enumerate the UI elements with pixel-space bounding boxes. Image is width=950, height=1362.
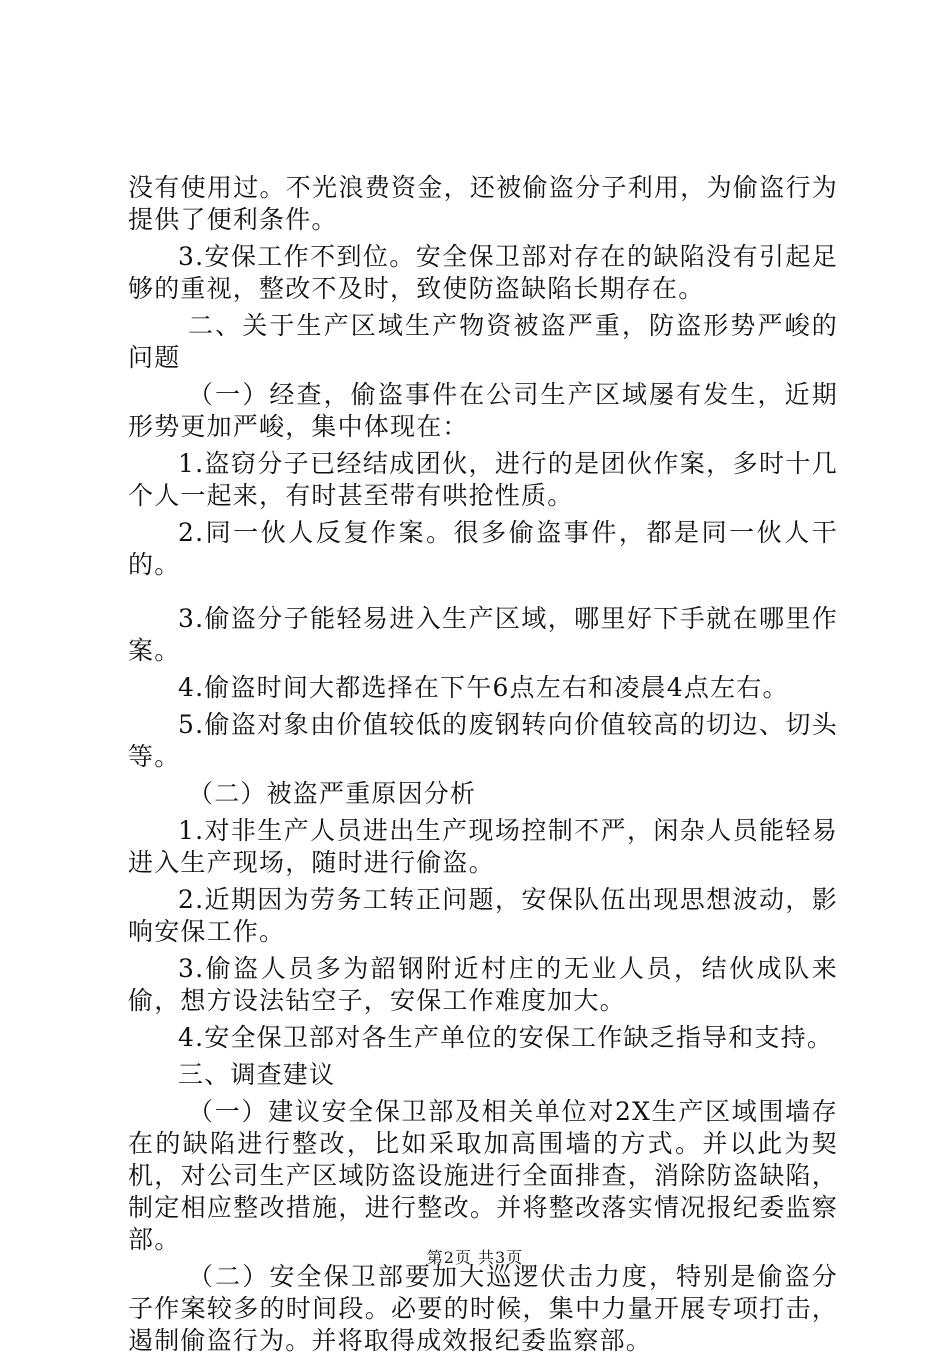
recommendation: （二）安全保卫部要加大巡逻伏击力度，特别是偷盗分子作案较多的时间段。必要的时候，集中力量开展专项打击，遏制偷盗行为。并将取得成效报纪委监察部。	[128, 1262, 838, 1355]
page-footer	[0, 1245, 950, 1268]
list-item: 3.偷盗人员多为韶钢附近村庄的无业人员，结伙成队来偷，想方设法钻空子，安保工作难度加大。	[128, 954, 838, 1015]
page-number: 第2页 共3页	[426, 1248, 524, 1267]
list-item: 1.对非生产人员进出生产现场控制不严，闲杂人员能轻易进入生产现场，随时进行偷盗。	[128, 816, 838, 877]
section-heading: 三、调查建议	[178, 1060, 336, 1089]
list-item: 2.近期因为劳务工转正问题，安保队伍出现思想波动，影响安保工作。	[128, 885, 838, 946]
list-item: 4.安全保卫部对各生产单位的安保工作缺乏指导和支持。	[178, 1023, 834, 1052]
paragraph: 没有使用过。不光浪费资金，还被偷盗分子利用，为偷盗行为提供了便利条件。	[128, 173, 838, 234]
list-item: 1.盗窃分子已经结成团伙，进行的是团伙作案，多时十几个人一起来，有时甚至带有哄抢性质。	[128, 449, 838, 510]
list-item: 5.偷盗对象由价值较低的废钢转向价值较高的切边、切头等。	[128, 710, 838, 771]
list-item: 3.偷盗分子能轻易进入生产区域，哪里好下手就在哪里作案。	[128, 604, 838, 665]
section-heading: 二、关于生产区域生产物资被盗严重，防盗形势严峻的问题	[128, 311, 838, 372]
paragraph: 3.安保工作不到位。安全保卫部对存在的缺陷没有引起足够的重视，整改不及时，致使防盗缺陷长期存在。	[128, 242, 838, 303]
list-item: 2.同一伙人反复作案。很多偷盗事件，都是同一伙人干的。	[128, 518, 838, 579]
document-body	[128, 172, 838, 1362]
subsection-heading: （二）被盗严重原因分析	[188, 779, 477, 808]
subsection-heading: （一）经查，偷盗事件在公司生产区域屡有发生，近期形势更加严峻，集中体现在：	[128, 380, 838, 441]
list-item: 4.偷盗时间大都选择在下午6点左右和凌晨4点左右。	[178, 673, 789, 702]
recommendation: （一）建议安全保卫部及相关单位对2X生产区域围墙存在的缺陷进行整改，比如采取加高围墙的方式。并以此为契机，对公司生产区域防盗设施进行全面排查，消除防盗缺陷，制定相应整改措施，进行整改。并将整改落实情况报纪委监察部。	[128, 1097, 838, 1254]
